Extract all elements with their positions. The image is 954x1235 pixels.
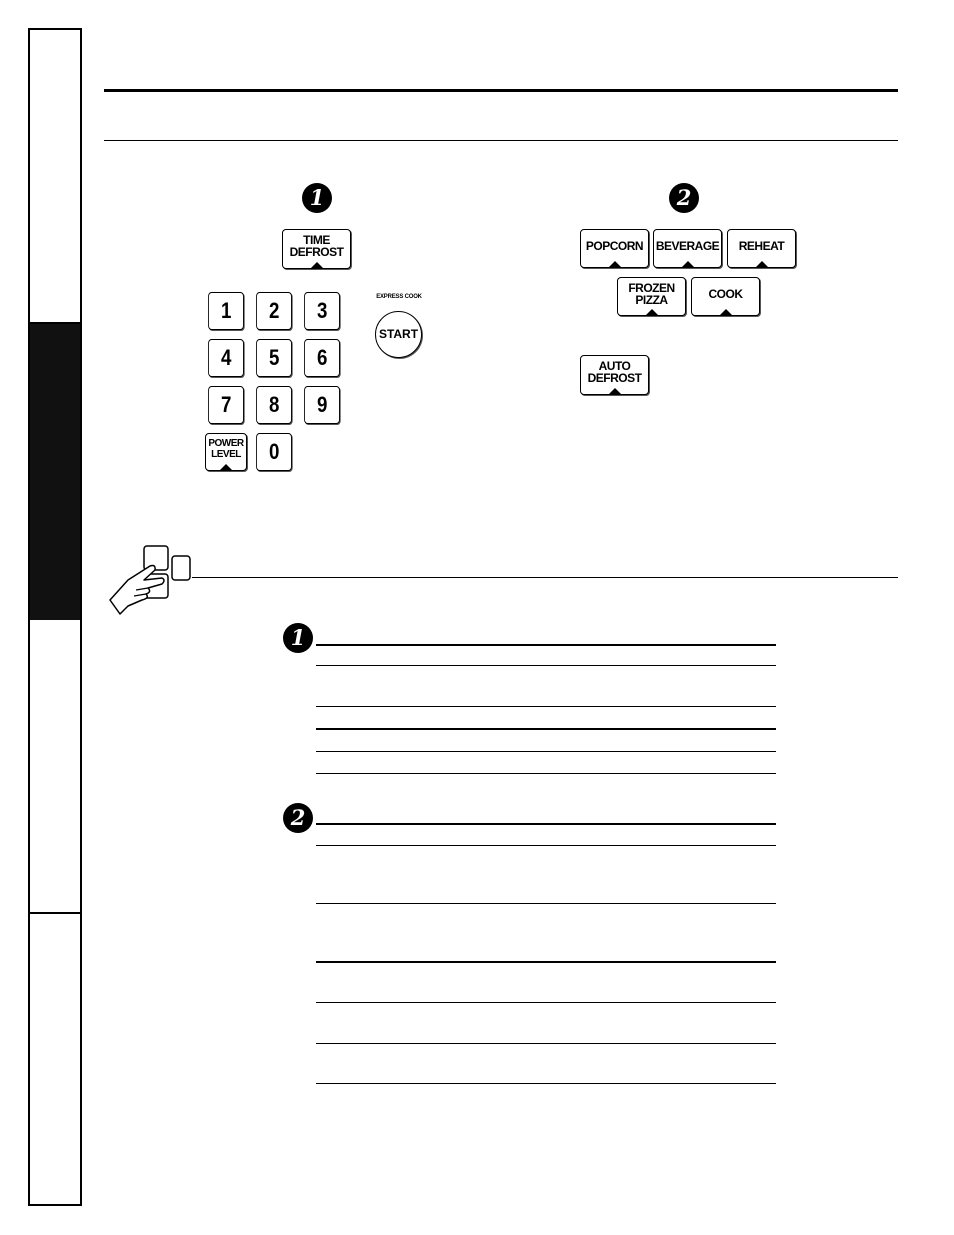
cook-button[interactable]: COOK: [691, 277, 760, 316]
table-2-row-rule: [316, 1083, 776, 1084]
step-1-badge: 1: [302, 183, 332, 213]
table-1-row-rule: [316, 665, 776, 666]
header-rule-top: [104, 89, 898, 92]
section-rule: [192, 577, 898, 578]
keypad-button-8[interactable]: 8: [256, 386, 292, 424]
beverage-button[interactable]: BEVERAGE: [653, 229, 722, 268]
popcorn-button[interactable]: POPCORN: [580, 229, 649, 268]
power-level-button[interactable]: POWER LEVEL: [205, 433, 247, 471]
keypad-button-9[interactable]: 9: [304, 386, 340, 424]
frozen-pizza-button[interactable]: FROZEN PIZZA: [617, 277, 686, 316]
active-section-tab[interactable]: [30, 324, 80, 620]
keypad-button-4[interactable]: 4: [208, 339, 244, 377]
table-2-step-badge: 2: [283, 803, 313, 833]
table-1-row-rule: [316, 773, 776, 774]
keypad-button-3[interactable]: 3: [304, 292, 340, 330]
table-1-step-badge: 1: [283, 623, 313, 653]
time-defrost-button[interactable]: TIME DEFROST: [282, 229, 351, 269]
keypad-button-0[interactable]: 0: [256, 433, 292, 471]
step-2-badge: 2: [669, 183, 699, 213]
keypad-button-1[interactable]: 1: [208, 292, 244, 330]
pressing-hand-icon: [108, 544, 192, 616]
express-cook-label: EXPRESS COOK: [376, 294, 422, 300]
table-2-row-rule: [316, 845, 776, 846]
table-2-row-rule: [316, 1043, 776, 1044]
table-2-row-rule: [316, 903, 776, 904]
keypad-button-7[interactable]: 7: [208, 386, 244, 424]
keypad-button-6[interactable]: 6: [304, 339, 340, 377]
table-1-row-rule: [316, 706, 776, 707]
keypad-button-2[interactable]: 2: [256, 292, 292, 330]
table-2-row-rule: [316, 961, 776, 963]
start-button[interactable]: START: [375, 311, 422, 358]
table-1-header-rule: [316, 644, 776, 646]
table-1-row-rule: [316, 728, 776, 730]
auto-defrost-button[interactable]: AUTO DEFROST: [580, 355, 649, 395]
table-1-row-rule: [316, 751, 776, 752]
keypad-button-5[interactable]: 5: [256, 339, 292, 377]
table-2-header-rule: [316, 823, 776, 825]
tab-divider: [30, 912, 80, 914]
table-2-row-rule: [316, 1002, 776, 1003]
header-rule-bottom: [104, 140, 898, 141]
reheat-button[interactable]: REHEAT: [727, 229, 796, 268]
side-tab-strip: [28, 28, 82, 1206]
